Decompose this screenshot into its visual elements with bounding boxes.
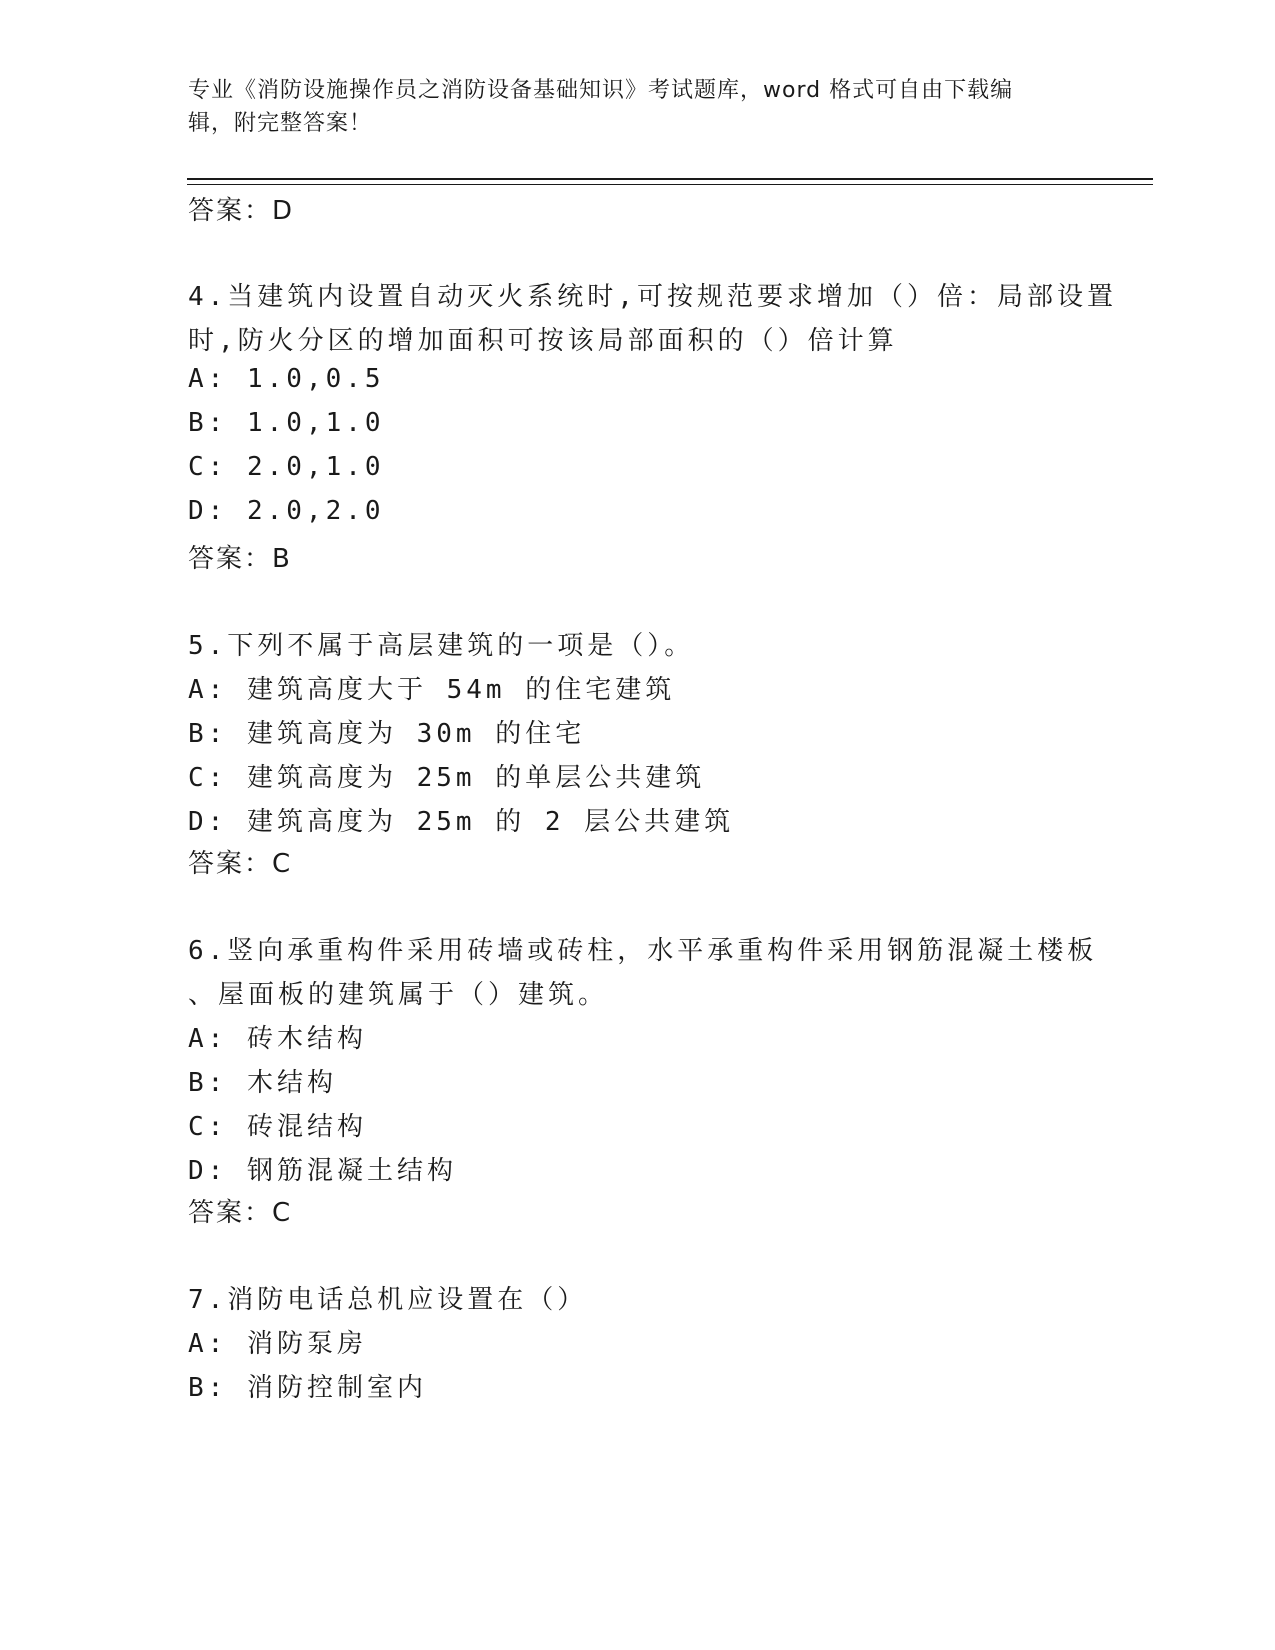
option-a: A: 建筑高度大于 54m 的住宅建筑 <box>188 675 676 705</box>
question-stem: 5.下列不属于高层建筑的一项是（）。 <box>188 631 695 661</box>
option-b: B: 建筑高度为 30m 的住宅 <box>188 719 586 749</box>
question-stem: 7.消防电话总机应设置在（） <box>188 1285 588 1315</box>
option-c: C: 砖混结构 <box>188 1112 367 1142</box>
answer-line: 答案：B <box>188 544 292 574</box>
option-d: D: 2.0,2.0 <box>188 496 385 526</box>
option-b: B: 1.0,1.0 <box>188 408 385 438</box>
answer-line: 答案：D <box>188 196 295 226</box>
option-a: A: 1.0,0.5 <box>188 364 385 394</box>
question-stem: 时,防火分区的增加面积可按该局部面积的（）倍计算 <box>188 326 898 356</box>
header-line-2: 辑，附完整答案！ <box>188 111 373 136</box>
header-rule-thin <box>187 184 1153 185</box>
question-stem: 、屋面板的建筑属于（）建筑。 <box>188 980 609 1010</box>
option-c: C: 2.0,1.0 <box>188 452 385 482</box>
option-d: D: 钢筋混凝土结构 <box>188 1156 457 1186</box>
option-b: B: 消防控制室内 <box>188 1373 427 1403</box>
header-line-1: 专业《消防设施操作员之消防设备基础知识》考试题库，word 格式可自由下载编 <box>188 78 1014 103</box>
answer-line: 答案：C <box>188 1198 293 1228</box>
option-c: C: 建筑高度为 25m 的单层公共建筑 <box>188 763 706 793</box>
option-d: D: 建筑高度为 25m 的 2 层公共建筑 <box>188 807 735 837</box>
option-a: A: 消防泵房 <box>188 1329 367 1359</box>
option-b: B: 木结构 <box>188 1068 337 1098</box>
answer-line: 答案：C <box>188 849 293 879</box>
header-rule-thick <box>187 178 1153 180</box>
option-a: A: 砖木结构 <box>188 1024 367 1054</box>
question-stem: 4.当建筑内设置自动灭火系统时,可按规范要求增加（）倍：局部设置 <box>188 282 1117 312</box>
question-stem: 6.竖向承重构件采用砖墙或砖柱，水平承重构件采用钢筋混凝土楼板 <box>188 936 1098 966</box>
document-header <box>188 74 1088 140</box>
